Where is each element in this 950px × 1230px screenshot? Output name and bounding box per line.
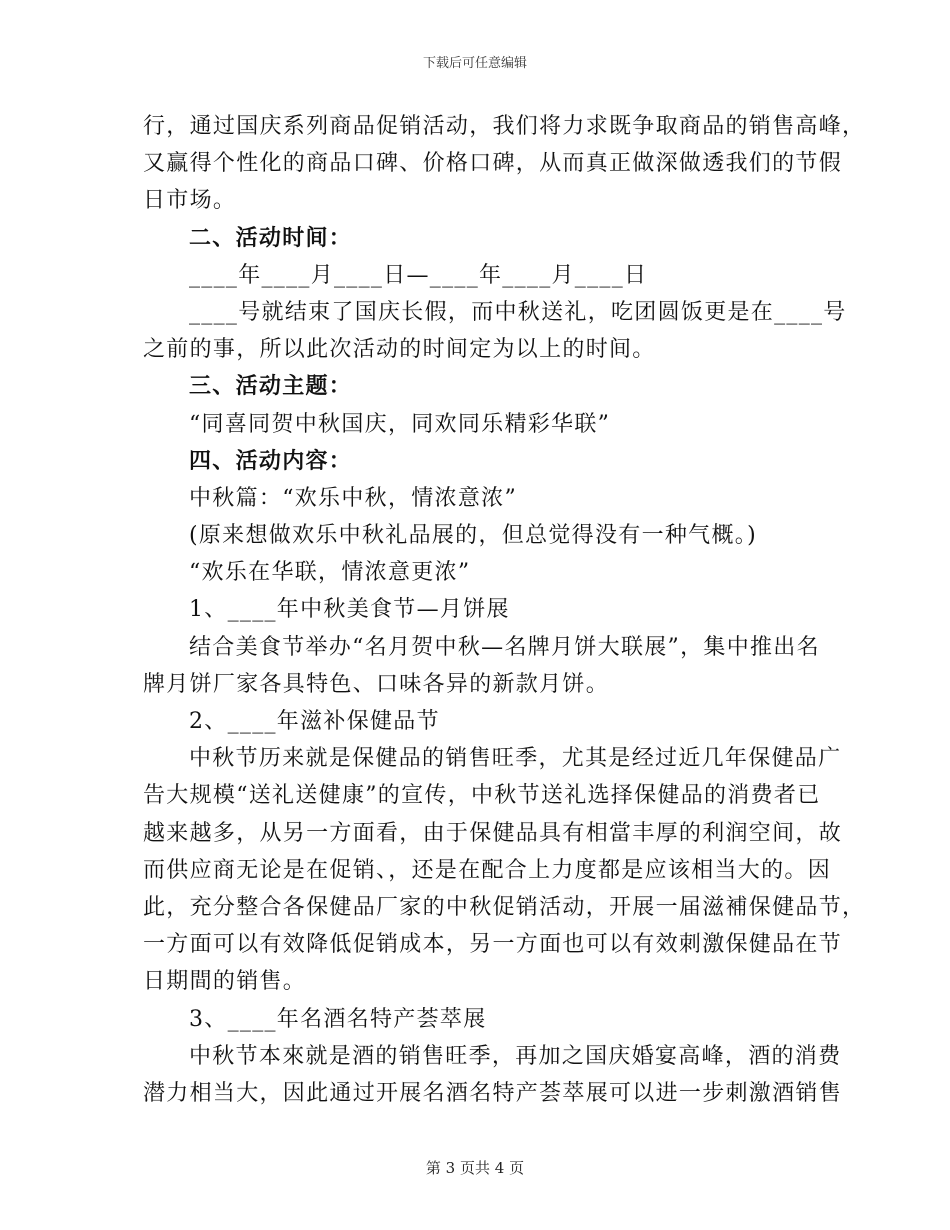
body-line-18: 中秋节历来就是保健品的销售旺季，尤其是经过近几年保健品广 [189,746,842,772]
body-line-6: ____号就结束了国庆长假，而中秋送礼，吃团圆饭更是在____号 [189,299,847,325]
section-heading-theme: 三、活动主题： [189,373,353,400]
body-line-2: 又赢得个性化的商品口碑、价格口碑，从而真正做深做透我们的节假 [143,151,843,177]
mid-autumn-title: 中秋篇：“欢乐中秋，情浓意浓” [189,485,517,511]
item-3-title: 3、____年名酒名特产荟萃展 [189,1006,487,1032]
item-2-title: 2、____年滋补保健品节 [189,709,440,734]
body-line-24: 日期間的销售。 [143,969,307,995]
body-line-19: 告大规模“送礼送健康”的宣传，中秋节送礼选择保健品的消费者已 [143,783,821,809]
body-line-7: 之前的事，所以此次活动的时间定为以上的时间。 [143,337,656,363]
body-line-21: 而供应商无论是在促销、，还是在配合上力度都是应该相当大的。因 [143,857,832,883]
page-header: 下载后可任意编辑 [422,56,527,71]
theme-slogan: “同喜同贺中秋国庆，同欢同乐精彩华联” [189,411,611,437]
document-body [143,108,866,1112]
body-line-23: 一方面可以有效降低促销成本，另一方面也可以有效刺激保健品在节 [143,932,843,958]
date-blank-line: ____年____月____日—____年____月____日 [189,262,648,288]
page-number-footer: 第 3 页共 4 页 [425,1159,525,1177]
section-heading-content: 四、活动内容： [189,447,353,474]
body-line-3: 日市场。 [143,188,237,214]
body-line-22: 此，充分整合各保健品厂家的中秋促销活动，开展一届滋補保健品节， [143,894,866,920]
body-line-26: 中秋节本來就是酒的销售旺季，再加之国庆婚宴高峰，酒的消费 [189,1043,842,1069]
body-line-16: 牌月饼厂家各具特色、口味各异的新款月饼。 [143,671,610,697]
body-line-27: 潜力相当大，因此通过开展名酒名特产荟萃展可以进一步刺激酒销售 [143,1080,843,1106]
section-heading-time: 二、活动时间： [189,224,353,251]
body-line-15: 结合美食节举办“名月贺中秋—名牌月饼大联展”，集中推出名 [189,634,820,660]
sub-slogan: “欢乐在华联，情浓意更浓” [189,560,471,586]
item-1-title: 1、____年中秋美食节—月饼展 [189,597,510,623]
body-line-20: 越来越多，从另一方面看，由于保健品具有相當丰厚的利润空间，故 [143,820,843,846]
body-line-12: (原来想做欢乐中秋礼品展的，但总觉得没有一种气概。) [189,523,757,549]
body-line-1: 行，通过国庆系列商品促销活动，我们将力求既争取商品的销售高峰， [143,114,866,139]
